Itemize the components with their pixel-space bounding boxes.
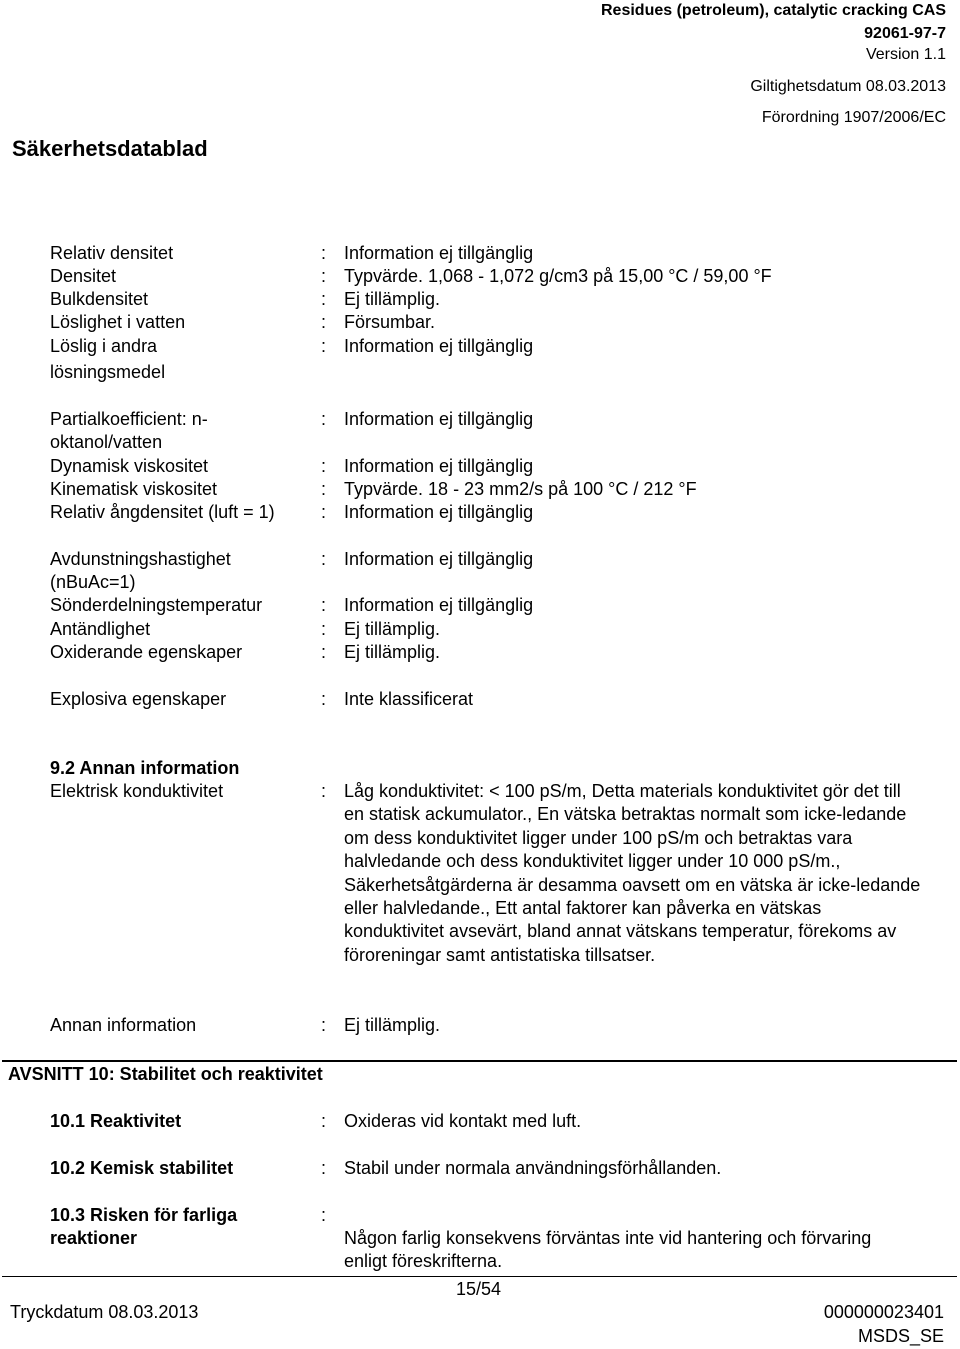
- separator: :: [321, 1158, 327, 1178]
- property-label: 10.3 Risken för farliga reaktioner: [50, 1205, 238, 1248]
- validity-date: Giltighetsdatum 08.03.2013: [750, 78, 946, 95]
- property-label: Löslig i andra: [50, 336, 158, 356]
- property-value: Typvärde. 1,068 - 1,072 g/cm3 på 15,00 °C / 59,00 °F: [344, 266, 772, 286]
- property-label: 10.1 Reaktivitet: [50, 1111, 182, 1131]
- property-value: Information ej tillgänglig: [344, 409, 534, 429]
- separator: :: [321, 456, 327, 476]
- section-9-2-heading: 9.2 Annan information: [50, 758, 240, 778]
- property-value: Information ej tillgänglig: [344, 595, 534, 615]
- separator: :: [321, 1111, 327, 1131]
- separator: :: [321, 479, 327, 499]
- separator: :: [321, 289, 327, 309]
- property-value: Typvärde. 18 - 23 mm2/s på 100 °C / 212 °F: [344, 479, 697, 499]
- property-label: Explosiva egenskaper: [50, 689, 227, 709]
- regulation: Förordning 1907/2006/EC: [761, 109, 946, 126]
- section-10-heading: AVSNITT 10: Stabilitet och reaktivitet: [8, 1064, 323, 1084]
- product-name: Residues (petroleum), catalytic cracking CAS: [601, 2, 946, 19]
- property-label: Relativ densitet: [50, 243, 174, 263]
- separator: :: [321, 1015, 327, 1035]
- property-value: Ej tillämplig.: [344, 289, 441, 309]
- separator: :: [321, 595, 327, 615]
- property-label: Oxiderande egenskaper: [50, 642, 243, 662]
- property-value: Information ej tillgänglig: [344, 243, 534, 263]
- property-label: Löslighet i vatten: [50, 312, 186, 332]
- property-label: Relativ ångdensitet (luft = 1): [50, 502, 275, 522]
- separator: :: [321, 619, 327, 639]
- property-value: Ej tillämplig.: [344, 642, 441, 662]
- document-number: 000000023401: [823, 1302, 944, 1322]
- property-value: Försumbar.: [344, 312, 436, 332]
- property-value: Oxideras vid kontakt med luft.: [344, 1111, 582, 1131]
- separator: :: [321, 642, 327, 662]
- page-number: 15/54: [456, 1279, 502, 1299]
- property-label: 10.2 Kemisk stabilitet: [50, 1158, 234, 1178]
- print-date: Tryckdatum 08.03.2013: [10, 1302, 199, 1322]
- property-label: Densitet: [50, 266, 117, 286]
- separator: :: [321, 781, 327, 801]
- separator: :: [321, 409, 327, 429]
- property-label: Elektrisk konduktivitet: [50, 781, 224, 801]
- version: Version 1.1: [865, 46, 946, 63]
- separator: :: [321, 336, 327, 356]
- separator: :: [321, 312, 327, 332]
- cas-number: 92061-97-7: [864, 25, 946, 42]
- section-divider: [2, 1060, 957, 1062]
- document-title: Säkerhetsdatablad: [12, 136, 208, 161]
- property-label: Sönderdelningstemperatur: [50, 595, 263, 615]
- property-label: Partialkoefficient: n-oktanol/vatten: [50, 409, 208, 452]
- separator: :: [321, 502, 327, 522]
- property-value: Någon farlig konsekvens förväntas inte vid hantering och förvaring enligt föreskrifterna.: [344, 1228, 872, 1271]
- property-label: Avdunstningshastighet (nBuAc=1): [50, 549, 231, 592]
- separator: :: [321, 689, 327, 709]
- property-value: Stabil under normala användningsförhållanden.: [344, 1158, 722, 1178]
- footer-divider: [2, 1276, 957, 1277]
- separator: :: [321, 549, 327, 569]
- property-label: Antändlighet: [50, 619, 151, 639]
- property-value: Information ej tillgänglig: [344, 336, 534, 356]
- separator: :: [321, 243, 327, 263]
- property-value: Ej tillämplig.: [344, 619, 441, 639]
- property-value: Information ej tillgänglig: [344, 502, 534, 522]
- property-value: Ej tillämplig.: [344, 1015, 441, 1035]
- property-label: Annan information: [50, 1015, 197, 1035]
- property-label: Kinematisk viskositet: [50, 479, 218, 499]
- property-value: Inte klassificerat: [344, 689, 474, 709]
- conductivity-value: Låg konduktivitet: < 100 pS/m, Detta materials konduktivitet gör det till en statisk ackumulator., En vätska betraktas normalt som icke-ledande om dess konduktivitet ligger under 100 pS/m och betraktas vara halvledande och dess konduktivitet ligger under 10 000 pS/m., Säkerhetsåtgärderna är desamma oavsett om en vätska är icke-ledande eller halvledande., Ett antal faktorer kan påverka en vätskas konduktivitet avsevärt, bland annat vätskans temperatur, förekoms av föroreningar samt antistatiska tillsatser.: [344, 781, 921, 965]
- document-type: MSDS_SE: [857, 1326, 944, 1346]
- property-value: Information ej tillgänglig: [344, 456, 534, 476]
- property-label-continued: lösningsmedel: [50, 362, 166, 382]
- separator: :: [321, 266, 327, 286]
- property-row: [0, 335, 960, 387]
- property-label: Dynamisk viskositet: [50, 456, 209, 476]
- separator: :: [321, 1205, 327, 1225]
- property-value: Information ej tillgänglig: [344, 549, 534, 569]
- property-label: Bulkdensitet: [50, 289, 149, 309]
